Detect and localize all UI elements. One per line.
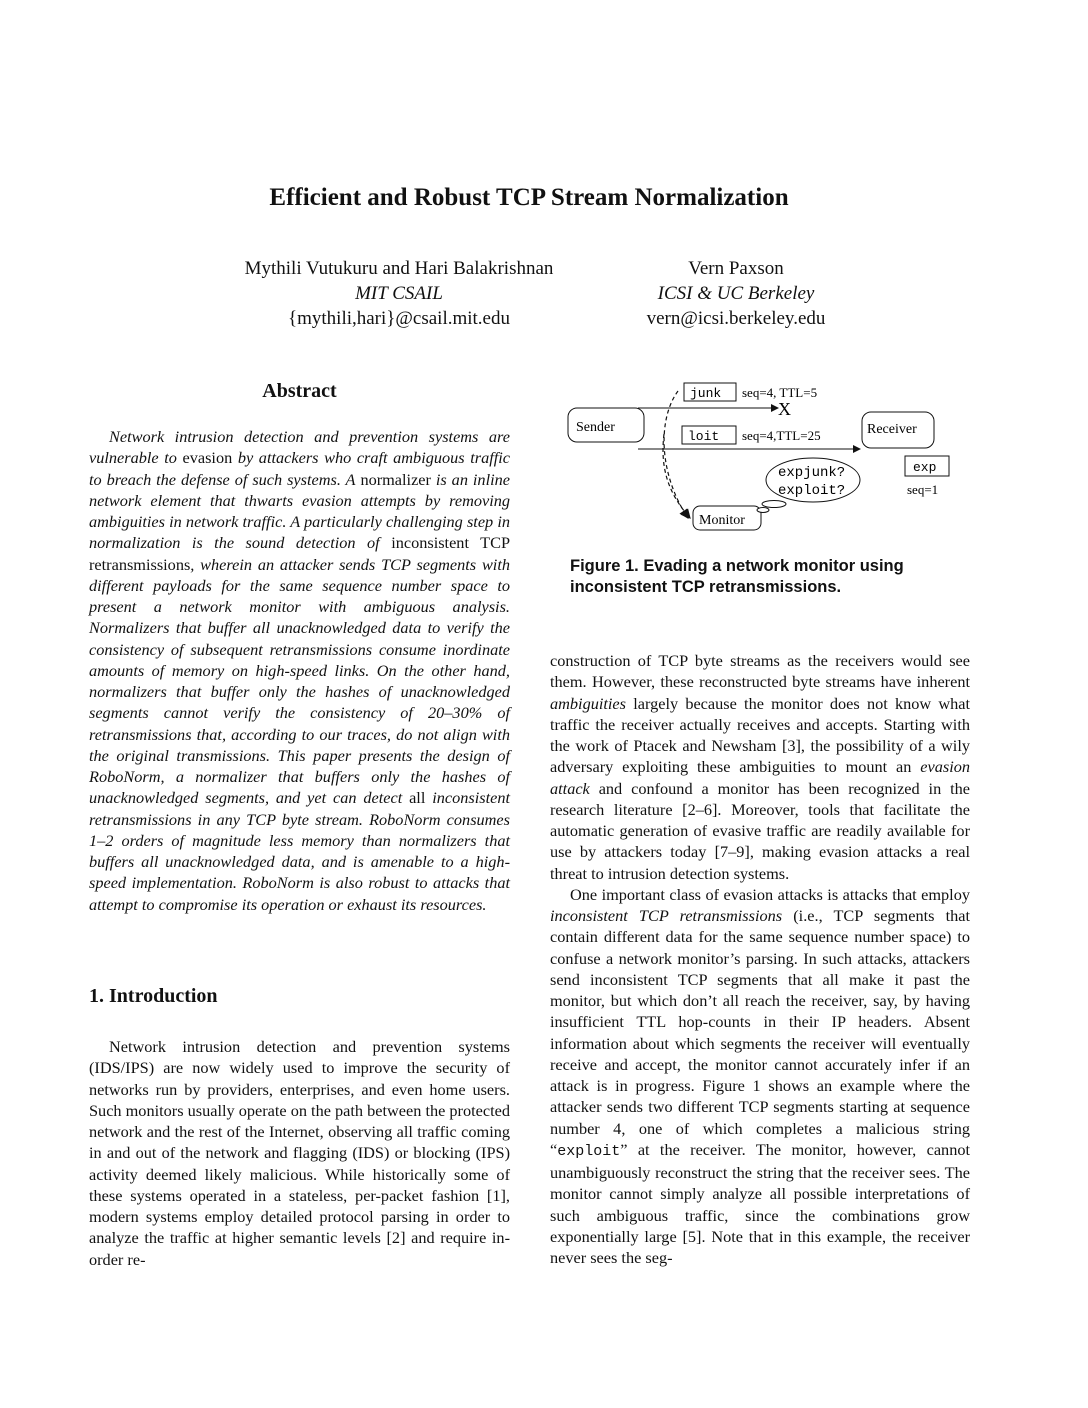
drop-cross: X — [778, 399, 791, 419]
monitor-label: Monitor — [699, 513, 745, 528]
paragraph: construction of TCP byte streams as the receivers would see them. However, these reconstructed byte streams have inherent ambiguities largely because the monitor does not know what traffic the receiver actually receives and accepts. Starting with the work of Ptacek and Newsham [3], the possibility of a wily adversary exploiting these ambiguities to mount an evasion attack and confound a monitor has been recognized in the research literature [2–6]. Moreover, tools that facilitate the automatic generation of evasive traffic are readily available for use by attackers today [7–9], making evasion attacks a real threat to intrusion detection systems. — [550, 651, 971, 883]
thought-line-2: exploit? — [778, 483, 846, 499]
paper-title: Efficient and Robust TCP Stream Normalization — [269, 184, 789, 211]
loit-seq-label: seq=4,TTL=25 — [742, 428, 821, 443]
abstract-heading: Abstract — [262, 380, 337, 402]
right-column-body — [550, 650, 970, 1268]
paragraph: One important class of evasion attacks is attacks that employ inconsistent TCP retransmissions (i.e., TCP segments that contain different data for the same sequence number space) to confuse a network monitor’s parsing. In such attacks, attackers send inconsistent TCP segments that all make it past the monitor, but which don’t all reach the receiver, say, by having insufficient TTL hop-counts in their IP headers. Absent information about which segments the receiver will eventually receive and accept, the monitor cannot accurately infer if an attack is in progress. Figure 1 shows an example where the attacker sends two different TCP segments starting at sequence number 4, one of which completes a malicious string “exploit” at the receiver. The monitor, however, cannot unambiguously reconstruct the string that the receiver sees. The monitor cannot simply analyze all possible interpretations of such ambiguous traffic, since the combinations grow exponentially large [5]. Note that in this example, the receiver never sees the seg- — [550, 884, 970, 1267]
author-names: Vern Paxson — [688, 258, 784, 279]
junk-seq-label: seq=4, TTL=5 — [742, 385, 818, 400]
intro-heading: 1. Introduction — [89, 985, 218, 1007]
junk-text: junk — [690, 386, 722, 401]
sender-label: Sender — [576, 420, 615, 435]
figure-1-diagram — [560, 378, 960, 538]
author-block-1 — [196, 256, 602, 331]
loit-text: loit — [688, 429, 720, 444]
intro-body: Network intrusion detection and prevention systems (IDS/IPS) are now widely used to improve the security of networks run by providers, enterprises, and even home users. Such monitors usually operate on the path between the protected network and the rest of the Internet, observing all traffic coming in and out of the network and flagging (IDS) or blocking (IPS) activity deemed likely malicious. While historically some of these systems operated in a stateless, per-packet fashion [1], modern systems employ detailed protocol parsing in order to analyze the traffic at higher semantic levels [2] and require in-order re- — [89, 1037, 510, 1269]
abstract-body: Network intrusion detection and prevention systems are vulnerable to evasion by attackers who craft ambiguous traffic to breach the defense of such systems. A normalizer is an inline network element that thwarts evasion attempts by removing ambiguities in network traffic. A particularly challenging step in normalization is the sound detection of inconsistent TCP retransmissions, wherein an attacker sends TCP segments with different payloads for the same sequence number space to present a network monitor with ambiguous analysis. Normalizers that buffer all unacknowledged data to verify the consistency of subsequent retransmissions consume inordinate amounts of memory on high-speed links. On the other hand, normalizers that buffer only the hashes of unacknowledged segments cannot verify the consistency of 20–30% of retransmissions that, according to our traces, do not align with the original transmissions. This paper presents the design of RoboNorm, a normalizer that buffers only the hashes of unacknowledged segments, and yet can detect all inconsistent retransmissions in any TCP byte stream. RoboNorm consumes 1–2 orders of magnitude less memory than normalizers that buffers all unacknowledged data, and is amenable to a high-speed implementation. RoboNorm is also robust to attacks that attempt to compromise its operation or exhaust its resources. — [89, 427, 511, 914]
author-email: {mythili,hari}@csail.mit.edu — [287, 308, 510, 329]
exp-text: exp — [913, 460, 937, 475]
thought-line-1: expjunk? — [778, 465, 846, 481]
figure-1-caption: Figure 1. Evading a network monitor using inconsistent TCP retransmissions. — [570, 557, 904, 596]
author-affiliation: MIT CSAIL — [355, 283, 443, 304]
author-affiliation: ICSI & UC Berkeley — [657, 283, 815, 304]
author-block-2 — [600, 256, 872, 331]
author-names: Mythili Vutukuru and Hari Balakrishnan — [244, 258, 554, 279]
exp-seq-label: seq=1 — [907, 482, 939, 497]
author-email: vern@icsi.berkeley.edu — [646, 308, 826, 329]
receiver-label: Receiver — [867, 422, 917, 437]
